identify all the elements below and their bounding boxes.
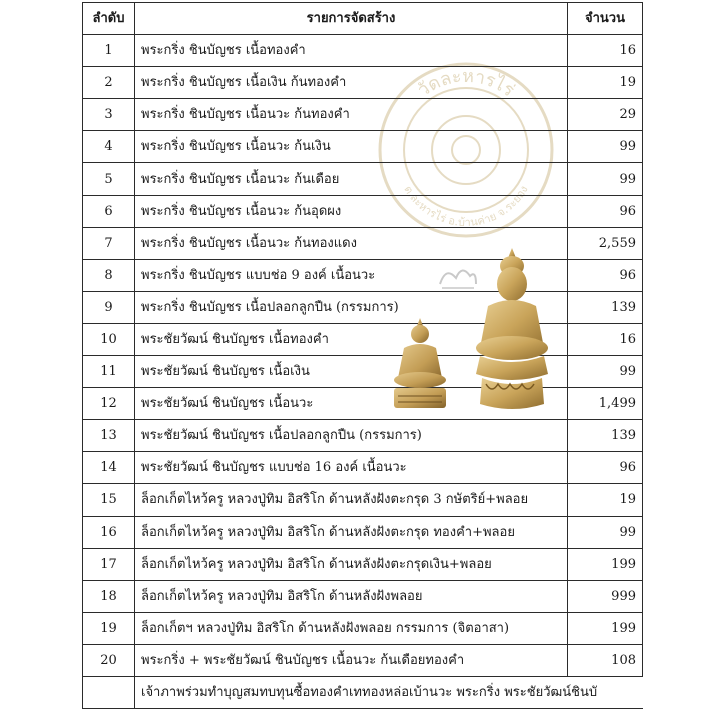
row-quantity: 99 [568,131,643,163]
table-row [83,612,643,644]
row-item: พระชัยวัฒน์ ชินบัญชร แบบช่อ 16 องค์ เนื้อนวะ [135,452,568,484]
row-item: พระกริ่ง ชินบัญชร เนื้อนวะ ก้นเดือย [135,163,568,195]
header-qty: จำนวน [568,3,643,35]
row-number: 11 [83,356,135,388]
row-quantity: 999 [568,580,643,612]
row-item: ล็อกเก็ตฯ หลวงปู่ทิม อิสริโก ด้านหลังฝังพลอย กรรมการ (จิตอาสา) [135,612,568,644]
row-quantity: 96 [568,452,643,484]
table-row [83,35,643,67]
row-number: 6 [83,195,135,227]
row-item: พระกริ่ง ชินบัญชร เนื้อนวะ ก้นอุดผง [135,195,568,227]
row-item: พระชัยวัฒน์ ชินบัญชร เนื้อทองคำ [135,323,568,355]
row-number: 14 [83,452,135,484]
table-row [83,195,643,227]
row-quantity: 96 [568,195,643,227]
table-row [83,548,643,580]
row-quantity: 99 [568,163,643,195]
row-number: 13 [83,420,135,452]
row-quantity: 16 [568,35,643,67]
table-row [83,452,643,484]
row-item: ล็อกเก็ตไหว้ครู หลวงปู่ทิม อิสริโก ด้านหลังฝังตะกรุดเงิน+พลอย [135,548,568,580]
row-number: 20 [83,644,135,676]
phra-chaiyawat-amulet-image [386,316,454,414]
row-number: 19 [83,612,135,644]
row-item: ล็อกเก็ตไหว้ครู หลวงปู่ทิม อิสริโก ด้านหลังฝังพลอย [135,580,568,612]
footer-empty-cell [83,676,135,708]
row-number: 3 [83,99,135,131]
row-number: 8 [83,259,135,291]
row-number: 17 [83,548,135,580]
row-item: พระกริ่ง + พระชัยวัฒน์ ชินบัญชร เนื้อนวะ ก้นเดือยทองคำ [135,644,568,676]
phra-kring-amulet-image [462,244,562,414]
seal-text-bottom: ต.ละหารไร่ อ.บ้านค่าย จ.ระยอง [401,183,531,230]
row-item: พระกริ่ง ชินบัญชร เนื้อนวะ ก้นทองคำ [135,99,568,131]
row-number: 12 [83,388,135,420]
row-quantity: 16 [568,323,643,355]
table-row [83,99,643,131]
row-number: 16 [83,516,135,548]
row-quantity: 96 [568,259,643,291]
table-header-row [83,3,643,35]
row-item: พระกริ่ง ชินบัญชร เนื้อนวะ ก้นทองแดง [135,227,568,259]
table-row [83,131,643,163]
row-number: 7 [83,227,135,259]
header-item: รายการจัดสร้าง [135,3,568,35]
row-quantity: 19 [568,67,643,99]
header-no: ลำดับ [83,3,135,35]
row-number: 10 [83,323,135,355]
table-row [83,516,643,548]
table-row [83,420,643,452]
row-quantity: 1,499 [568,388,643,420]
table-row [83,580,643,612]
row-item: ล็อกเก็ตไหว้ครู หลวงปู่ทิม อิสริโก ด้านหลังฝังตะกรุด 3 กษัตริย์+พลอย [135,484,568,516]
table-row [83,163,643,195]
row-number: 9 [83,291,135,323]
seal-text-top: วัดละหารไร่ [413,65,519,102]
row-number: 18 [83,580,135,612]
footer-row [83,676,643,708]
row-item: พระกริ่ง ชินบัญชร แบบช่อ 9 องค์ เนื้อนวะ [135,259,568,291]
row-item: พระชัยวัฒน์ ชินบัญชร เนื้อเงิน [135,356,568,388]
row-number: 4 [83,131,135,163]
row-item: ล็อกเก็ตไหว้ครู หลวงปู่ทิม อิสริโก ด้านหลังฝังตะกรุด ทองคำ+พลอย [135,516,568,548]
row-item: พระกริ่ง ชินบัญชร เนื้อเงิน ก้นทองคำ [135,67,568,99]
row-number: 15 [83,484,135,516]
row-quantity: 19 [568,484,643,516]
row-quantity: 2,559 [568,227,643,259]
row-item: พระกริ่ง ชินบัญชร เนื้อปลอกลูกปืน (กรรมการ) [135,291,568,323]
row-item: พระชัยวัฒน์ ชินบัญชร เนื้อนวะ [135,388,568,420]
footer-note: เจ้าภาพร่วมทำบุญสมทบทุนซื้อทองคำเททองหล่อเบ้านวะ พระกริ่ง พระชัยวัฒน์ชินบั [135,676,643,708]
row-item: พระกริ่ง ชินบัญชร เนื้อนวะ ก้นเงิน [135,131,568,163]
row-quantity: 199 [568,612,643,644]
table-row [83,67,643,99]
row-number: 2 [83,67,135,99]
table-row [83,484,643,516]
table-row [83,644,643,676]
row-quantity: 29 [568,99,643,131]
row-number: 1 [83,35,135,67]
row-quantity: 99 [568,356,643,388]
row-quantity: 139 [568,420,643,452]
row-quantity: 199 [568,548,643,580]
row-item: พระกริ่ง ชินบัญชร เนื้อทองคำ [135,35,568,67]
row-quantity: 108 [568,644,643,676]
row-quantity: 139 [568,291,643,323]
row-number: 5 [83,163,135,195]
row-item: พระชัยวัฒน์ ชินบัญชร เนื้อปลอกลูกปืน (กรรมการ) [135,420,568,452]
row-quantity: 99 [568,516,643,548]
